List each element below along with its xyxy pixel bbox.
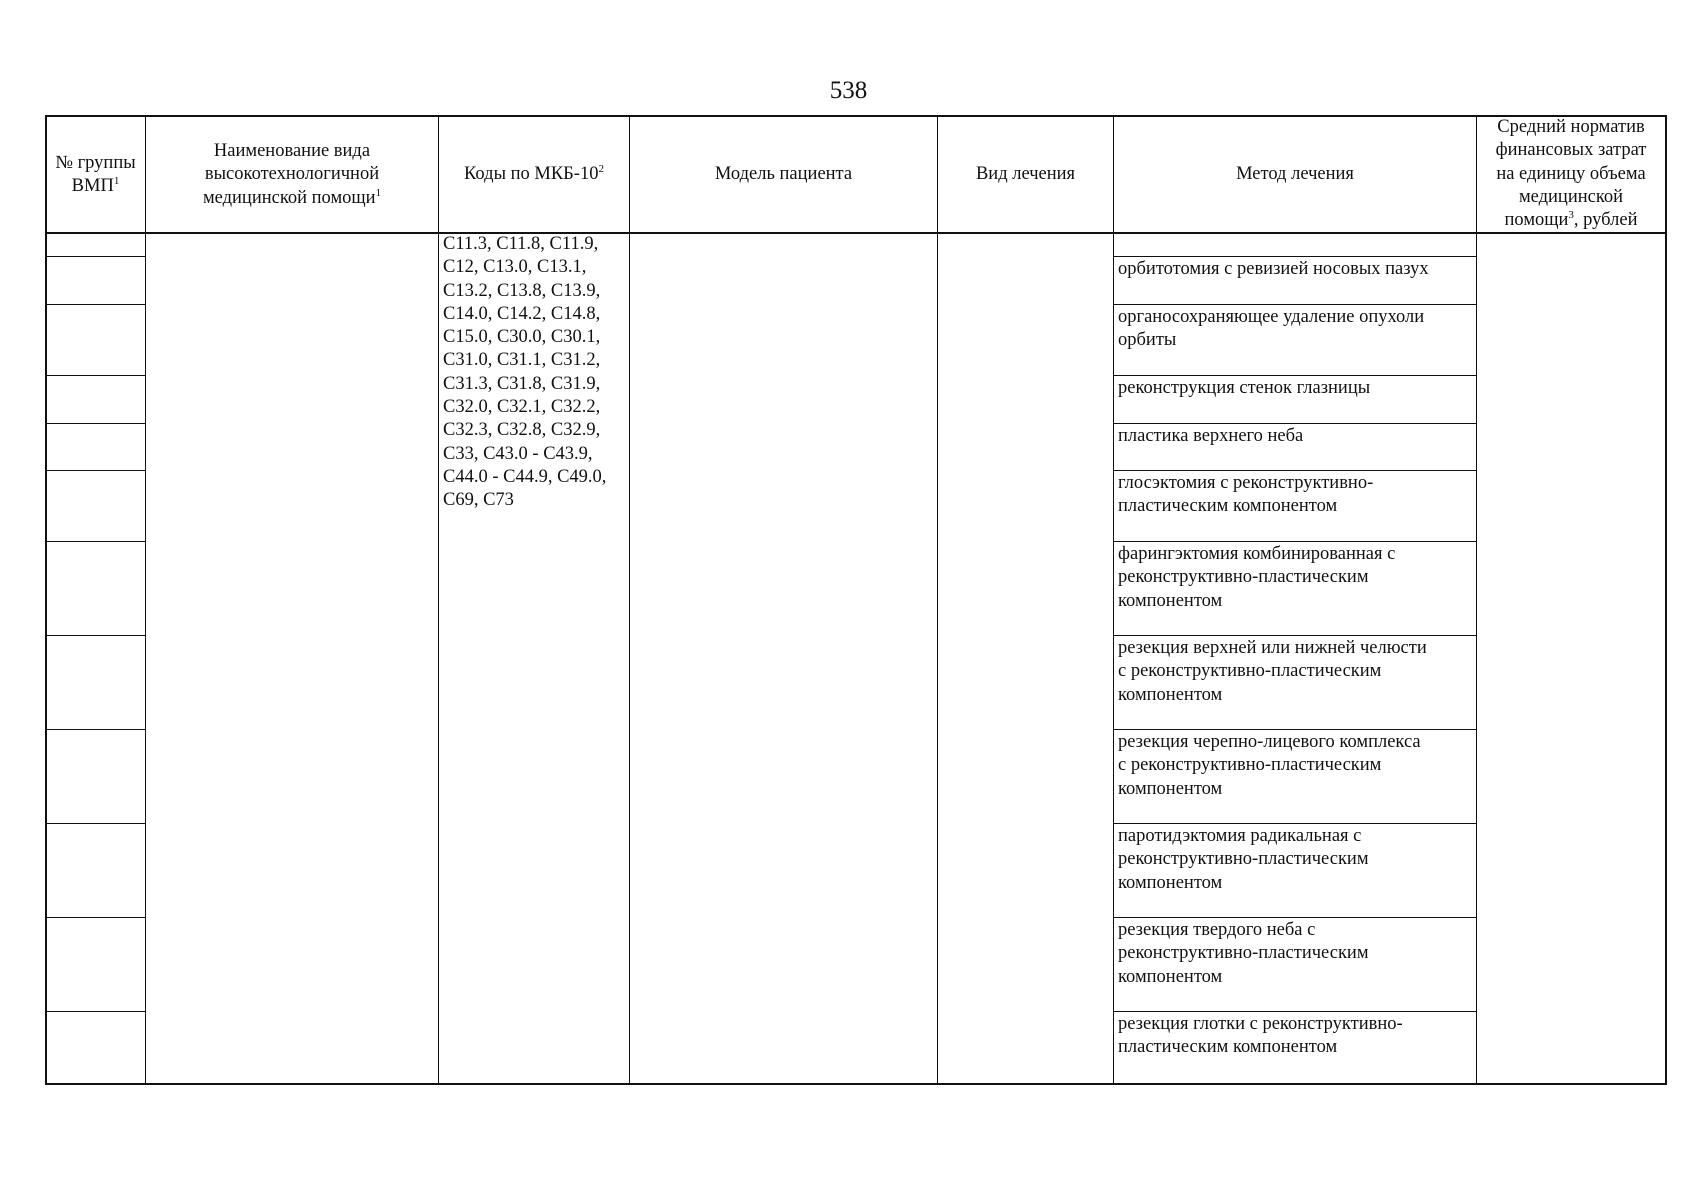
table-right-border — [1665, 115, 1667, 1085]
method-cell — [1118, 731, 1474, 801]
method-line: резекция верхней или нижней челюсти — [1118, 638, 1427, 658]
icd-code-line: C33, C43.0 - C43.9, — [443, 443, 593, 464]
row-separator-method-col — [1113, 304, 1477, 305]
table-left-border — [45, 115, 47, 1085]
icd-code-line: C11.3, C11.8, C11.9, — [443, 234, 599, 254]
method-cell — [1118, 425, 1474, 448]
header-treatment-type: Вид лечения — [975, 164, 1076, 184]
column-divider — [438, 115, 439, 1085]
row-separator-method-col — [1113, 375, 1477, 376]
page-number: 538 — [829, 77, 868, 104]
row-separator-group-col — [45, 729, 146, 730]
header-icd-codes: Коды по МКБ-$10^2$ — [464, 163, 604, 184]
row-separator-group-col — [45, 917, 146, 918]
icd-code-line: C32.3, C32.8, C32.9, — [443, 420, 601, 441]
method-line: резекция глотки с реконструктивно- — [1118, 1014, 1403, 1034]
row-separator-method-col — [1113, 635, 1477, 636]
header-group-number: № группы ВМП$^1$ — [55, 153, 136, 197]
column-divider — [145, 115, 146, 1085]
icd-codes-cell — [443, 233, 627, 513]
header-care-name: Наименование вида высокотехнологичной медицинской помощи$^1$ — [202, 141, 382, 208]
icd-code-line: C44.0 - C44.9, C49.0, — [443, 466, 607, 487]
icd-code-line: C15.0, C30.0, C30.1, — [443, 327, 601, 348]
icd-code-line: C32.0, C32.1, C32.2, — [443, 397, 601, 418]
icd-code-line: C31.3, C31.8, C31.9, — [443, 373, 601, 394]
method-line: глосэктомия с реконструктивно- — [1118, 473, 1374, 493]
method-line: компонентом — [1118, 590, 1223, 611]
method-cell — [1118, 825, 1474, 895]
row-separator-group-col — [45, 256, 146, 257]
row-separator-group-col — [45, 1011, 146, 1012]
table-bottom-border — [45, 1083, 1667, 1085]
header-patient-model: Модель пациента — [714, 164, 853, 184]
method-line: пластическим компонентом — [1118, 1037, 1338, 1058]
row-separator-group-col — [45, 423, 146, 424]
row-separator-method-col — [1113, 423, 1477, 424]
row-separator-method-col — [1113, 256, 1477, 257]
method-line: компонентом — [1118, 778, 1223, 799]
row-separator-group-col — [45, 541, 146, 542]
header-bottom-border — [45, 232, 1667, 234]
method-line: компонентом — [1118, 684, 1223, 705]
table-top-border — [45, 115, 1667, 117]
row-separator-group-col — [45, 304, 146, 305]
method-line: органосохраняющее удаление опухоли — [1118, 307, 1425, 327]
method-line: пластика верхнего неба — [1118, 426, 1304, 446]
method-line: паротидэктомия радикальная с — [1118, 826, 1362, 846]
column-divider — [1476, 115, 1477, 1085]
header-treatment-method: Метод лечения — [1236, 164, 1354, 184]
method-cell — [1118, 1013, 1474, 1060]
row-separator-group-col — [45, 823, 146, 824]
method-line: с реконструктивно-пластическим — [1118, 755, 1382, 776]
method-line: орбиты — [1118, 330, 1177, 351]
row-separator-group-col — [45, 635, 146, 636]
column-divider — [937, 115, 938, 1085]
method-line: реконструктивно-пластическим — [1118, 567, 1369, 588]
icd-code-line: C31.0, C31.1, C31.2, — [443, 350, 601, 371]
method-cell — [1118, 258, 1474, 281]
row-separator-method-col — [1113, 917, 1477, 918]
method-line: компонентом — [1118, 872, 1223, 893]
method-line: реконструкция стенок глазницы — [1118, 378, 1371, 398]
method-line: с реконструктивно-пластическим — [1118, 661, 1382, 682]
method-line: резекция твердого неба с — [1118, 920, 1316, 940]
method-cell — [1118, 637, 1474, 707]
column-divider — [1113, 115, 1114, 1085]
method-line: резекция черепно-лицевого комплекса — [1118, 732, 1421, 752]
icd-code-line: C14.0, C14.2, C14.8, — [443, 303, 601, 324]
row-separator-group-col — [45, 375, 146, 376]
method-cell — [1118, 377, 1474, 400]
row-separator-group-col — [45, 470, 146, 471]
icd-code-line: C12, C13.0, C13.1, — [443, 257, 587, 278]
method-line: компонентом — [1118, 966, 1223, 987]
method-line: реконструктивно-пластическим — [1118, 943, 1369, 964]
row-separator-method-col — [1113, 729, 1477, 730]
row-separator-method-col — [1113, 470, 1477, 471]
method-cell — [1118, 472, 1474, 519]
method-cell — [1118, 543, 1474, 613]
method-line: фарингэктомия комбинированная с — [1118, 544, 1396, 564]
header-cost-norm: Средний норматив финансовых затрат на единицу объема медицинской помощи$^3$, рублей — [1495, 117, 1647, 231]
method-line: орбитотомия с ревизией носовых пазух — [1118, 259, 1429, 279]
method-cell — [1118, 919, 1474, 989]
row-separator-method-col — [1113, 823, 1477, 824]
method-line: реконструктивно-пластическим — [1118, 849, 1369, 870]
method-cell — [1118, 306, 1474, 353]
row-separator-method-col — [1113, 1011, 1477, 1012]
icd-code-line: C69, C73 — [443, 490, 514, 511]
method-line: пластическим компонентом — [1118, 496, 1338, 517]
row-separator-method-col — [1113, 541, 1477, 542]
column-divider — [629, 115, 630, 1085]
icd-code-line: C13.2, C13.8, C13.9, — [443, 280, 601, 301]
